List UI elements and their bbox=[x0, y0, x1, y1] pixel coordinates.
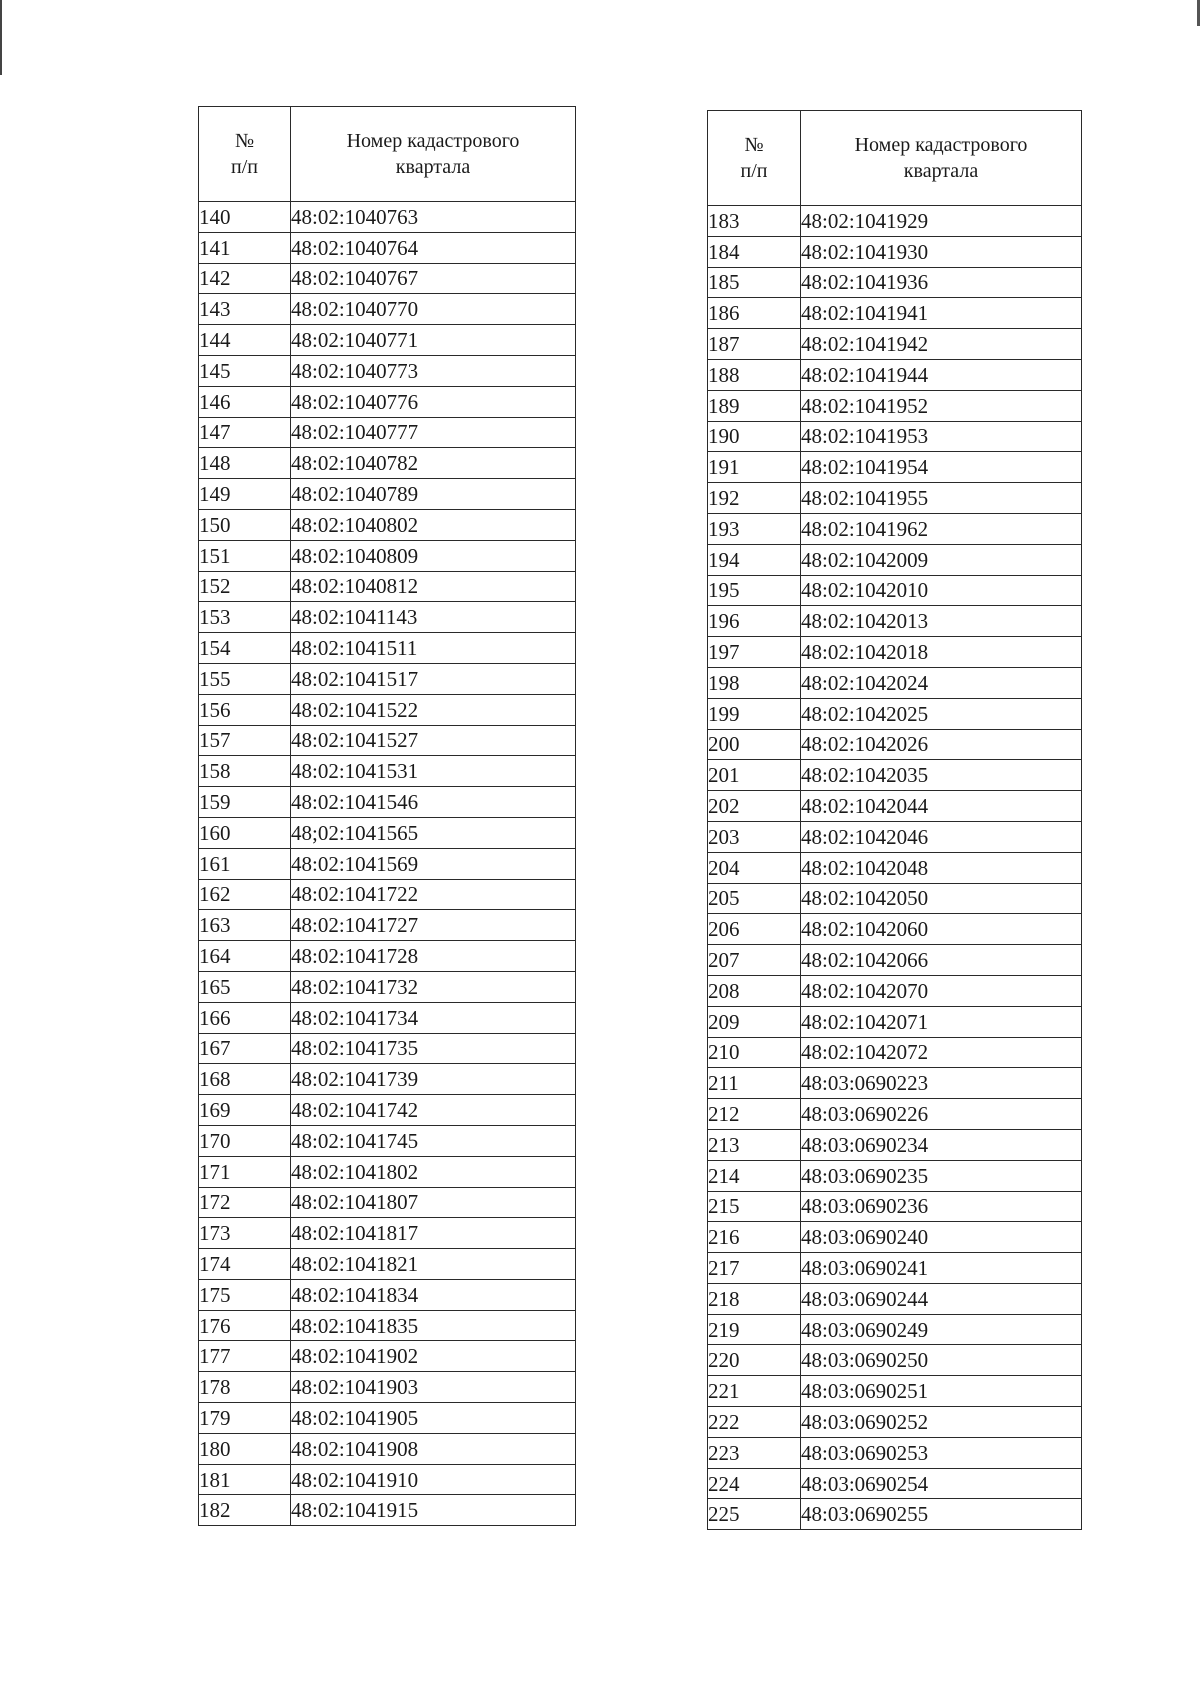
row-number: 204 bbox=[708, 852, 801, 883]
header-number-line1: № bbox=[234, 130, 255, 152]
row-number: 222 bbox=[708, 1407, 801, 1438]
row-number: 165 bbox=[199, 971, 291, 1002]
table-row bbox=[199, 1433, 576, 1464]
row-number: 202 bbox=[708, 791, 801, 822]
table-row bbox=[708, 1191, 1082, 1222]
row-number: 208 bbox=[708, 975, 801, 1006]
cadastral-number: 48:02:1040776 bbox=[291, 386, 576, 417]
cadastral-number: 48:02:1041834 bbox=[291, 1279, 576, 1310]
cadastral-number: 48:02:1042018 bbox=[801, 637, 1082, 668]
cadastral-number: 48:02:1041727 bbox=[291, 910, 576, 941]
table-row bbox=[708, 914, 1082, 945]
row-number: 199 bbox=[708, 698, 801, 729]
row-number: 179 bbox=[199, 1403, 291, 1434]
row-number: 200 bbox=[708, 729, 801, 760]
row-number: 189 bbox=[708, 390, 801, 421]
cadastral-number: 48:02:1041929 bbox=[801, 206, 1082, 237]
table-row bbox=[708, 452, 1082, 483]
header-number-line1: № bbox=[744, 134, 764, 156]
table-row bbox=[199, 232, 576, 263]
cadastral-number: 48:02:1042070 bbox=[801, 975, 1082, 1006]
row-number: 214 bbox=[708, 1160, 801, 1191]
cadastral-number: 48:02:1040809 bbox=[291, 540, 576, 571]
header-cadastral-code bbox=[291, 107, 576, 202]
table-row bbox=[199, 694, 576, 725]
row-number: 191 bbox=[708, 452, 801, 483]
cadastral-number: 48:02:1040773 bbox=[291, 355, 576, 386]
cadastral-number: 48:02:1041742 bbox=[291, 1095, 576, 1126]
row-number: 161 bbox=[199, 848, 291, 879]
row-number: 211 bbox=[708, 1068, 801, 1099]
table-row bbox=[199, 602, 576, 633]
table-row bbox=[199, 1064, 576, 1095]
scan-edge-left bbox=[0, 0, 2, 75]
row-number: 169 bbox=[199, 1095, 291, 1126]
table-row bbox=[708, 729, 1082, 760]
cadastral-number: 48:02:1041802 bbox=[291, 1156, 576, 1187]
cadastral-number: 48:02:1041739 bbox=[291, 1064, 576, 1095]
table-row bbox=[708, 1437, 1082, 1468]
table-header-row bbox=[199, 107, 576, 202]
cadastral-number: 48:02:1041722 bbox=[291, 879, 576, 910]
cadastral-number: 48:02:1041835 bbox=[291, 1310, 576, 1341]
table-body-left bbox=[199, 202, 576, 1526]
cadastral-number: 48:03:0690241 bbox=[801, 1253, 1082, 1284]
row-number: 145 bbox=[199, 355, 291, 386]
table-row bbox=[199, 941, 576, 972]
row-number: 163 bbox=[199, 910, 291, 941]
row-number: 147 bbox=[199, 417, 291, 448]
cadastral-number: 48:02:1042013 bbox=[801, 606, 1082, 637]
cadastral-number: 48:02:1041941 bbox=[801, 298, 1082, 329]
table-row bbox=[708, 883, 1082, 914]
table-row bbox=[199, 386, 576, 417]
cadastral-number: 48:02:1041531 bbox=[291, 756, 576, 787]
table-row bbox=[708, 1253, 1082, 1284]
cadastral-number: 48;02:1041565 bbox=[291, 817, 576, 848]
table-row bbox=[199, 1495, 576, 1526]
table-row bbox=[199, 1464, 576, 1495]
cadastral-number: 48:03:0690235 bbox=[801, 1160, 1082, 1191]
table-row bbox=[708, 390, 1082, 421]
table-row bbox=[708, 945, 1082, 976]
table-row bbox=[708, 267, 1082, 298]
cadastral-number: 48:02:1041517 bbox=[291, 663, 576, 694]
header-code-line2: квартала bbox=[395, 156, 471, 178]
table-row bbox=[199, 817, 576, 848]
table-row bbox=[199, 1095, 576, 1126]
cadastral-number: 48:02:1041734 bbox=[291, 1002, 576, 1033]
row-number: 168 bbox=[199, 1064, 291, 1095]
row-number: 144 bbox=[199, 325, 291, 356]
cadastral-number: 48:02:1041821 bbox=[291, 1249, 576, 1280]
cadastral-number: 48:02:1040763 bbox=[291, 202, 576, 233]
table-row bbox=[199, 633, 576, 664]
cadastral-number: 48:02:1041962 bbox=[801, 513, 1082, 544]
row-number: 198 bbox=[708, 667, 801, 698]
table-row bbox=[199, 509, 576, 540]
cadastral-number: 48:02:1041903 bbox=[291, 1372, 576, 1403]
cadastral-number: 48:02:1041955 bbox=[801, 483, 1082, 514]
table-row bbox=[708, 1037, 1082, 1068]
table-row bbox=[199, 971, 576, 1002]
table-row bbox=[199, 1249, 576, 1280]
row-number: 223 bbox=[708, 1437, 801, 1468]
table-row bbox=[708, 1160, 1082, 1191]
table-row bbox=[708, 1468, 1082, 1499]
row-number: 224 bbox=[708, 1468, 801, 1499]
cadastral-number: 48:02:1040782 bbox=[291, 448, 576, 479]
cadastral-number: 48:02:1042050 bbox=[801, 883, 1082, 914]
table-row bbox=[199, 1125, 576, 1156]
row-number: 217 bbox=[708, 1253, 801, 1284]
cadastral-number: 48:02:1042009 bbox=[801, 544, 1082, 575]
cadastral-number: 48:02:1041936 bbox=[801, 267, 1082, 298]
row-number: 157 bbox=[199, 725, 291, 756]
row-number: 141 bbox=[199, 232, 291, 263]
table-row bbox=[199, 756, 576, 787]
row-number: 164 bbox=[199, 941, 291, 972]
table-row bbox=[199, 848, 576, 879]
header-code-line1: Номер кадастрового bbox=[854, 134, 1028, 156]
cadastral-number: 48:02:1041511 bbox=[291, 633, 576, 664]
row-number: 212 bbox=[708, 1099, 801, 1130]
cadastral-number: 48:03:0690249 bbox=[801, 1314, 1082, 1345]
cadastral-number: 48:02:1040771 bbox=[291, 325, 576, 356]
row-number: 190 bbox=[708, 421, 801, 452]
table-row bbox=[708, 575, 1082, 606]
row-number: 196 bbox=[708, 606, 801, 637]
row-number: 167 bbox=[199, 1033, 291, 1064]
cadastral-number: 48:02:1042048 bbox=[801, 852, 1082, 883]
table-row bbox=[708, 606, 1082, 637]
table-row bbox=[199, 1156, 576, 1187]
header-number-line2: п/п bbox=[740, 160, 768, 182]
cadastral-number: 48:03:0690251 bbox=[801, 1376, 1082, 1407]
table-row bbox=[199, 879, 576, 910]
cadastral-number: 48:02:1041905 bbox=[291, 1403, 576, 1434]
table-row bbox=[708, 1499, 1082, 1530]
cadastral-number: 48:03:0690240 bbox=[801, 1222, 1082, 1253]
cadastral-number: 48:03:0690234 bbox=[801, 1129, 1082, 1160]
cadastral-number: 48:03:0690254 bbox=[801, 1468, 1082, 1499]
cadastral-number: 48:02:1041902 bbox=[291, 1341, 576, 1372]
table-row bbox=[199, 417, 576, 448]
table-row bbox=[199, 263, 576, 294]
row-number: 183 bbox=[708, 206, 801, 237]
row-number: 186 bbox=[708, 298, 801, 329]
table-row bbox=[199, 479, 576, 510]
table-row bbox=[199, 1279, 576, 1310]
cadastral-number: 48:02:1041735 bbox=[291, 1033, 576, 1064]
table-row bbox=[199, 1002, 576, 1033]
row-number: 197 bbox=[708, 637, 801, 668]
table-body-right bbox=[708, 206, 1082, 1530]
table-row bbox=[708, 821, 1082, 852]
cadastral-number: 48:02:1042046 bbox=[801, 821, 1082, 852]
cadastral-number: 48:03:0690226 bbox=[801, 1099, 1082, 1130]
row-number: 206 bbox=[708, 914, 801, 945]
cadastral-number: 48:02:1042024 bbox=[801, 667, 1082, 698]
table-row bbox=[199, 1372, 576, 1403]
row-number: 171 bbox=[199, 1156, 291, 1187]
row-number: 148 bbox=[199, 448, 291, 479]
row-number: 184 bbox=[708, 236, 801, 267]
cadastral-number: 48:02:1040777 bbox=[291, 417, 576, 448]
table-row bbox=[708, 236, 1082, 267]
header-number bbox=[708, 111, 801, 206]
table-row bbox=[708, 421, 1082, 452]
cadastral-number: 48:02:1040802 bbox=[291, 509, 576, 540]
table-row bbox=[199, 1187, 576, 1218]
table-row bbox=[708, 698, 1082, 729]
row-number: 210 bbox=[708, 1037, 801, 1068]
row-number: 149 bbox=[199, 479, 291, 510]
cadastral-number: 48:02:1041915 bbox=[291, 1495, 576, 1526]
cadastral-number: 48:02:1040764 bbox=[291, 232, 576, 263]
row-number: 160 bbox=[199, 817, 291, 848]
table-row bbox=[708, 513, 1082, 544]
row-number: 187 bbox=[708, 329, 801, 360]
row-number: 142 bbox=[199, 263, 291, 294]
cadastral-table-left bbox=[198, 106, 576, 1526]
table-row bbox=[708, 975, 1082, 1006]
cadastral-number: 48:02:1041546 bbox=[291, 787, 576, 818]
table-row bbox=[708, 1376, 1082, 1407]
table-row bbox=[708, 483, 1082, 514]
row-number: 182 bbox=[199, 1495, 291, 1526]
row-number: 220 bbox=[708, 1345, 801, 1376]
row-number: 146 bbox=[199, 386, 291, 417]
cadastral-number: 48:02:1042066 bbox=[801, 945, 1082, 976]
cadastral-number: 48:02:1042035 bbox=[801, 760, 1082, 791]
cadastral-number: 48:02:1041732 bbox=[291, 971, 576, 1002]
table-row bbox=[708, 667, 1082, 698]
table-row bbox=[708, 1283, 1082, 1314]
cadastral-number: 48:02:1042071 bbox=[801, 1006, 1082, 1037]
row-number: 192 bbox=[708, 483, 801, 514]
table-row bbox=[708, 760, 1082, 791]
row-number: 221 bbox=[708, 1376, 801, 1407]
row-number: 195 bbox=[708, 575, 801, 606]
table-row bbox=[199, 448, 576, 479]
header-code-line2: квартала bbox=[903, 160, 979, 182]
row-number: 213 bbox=[708, 1129, 801, 1160]
row-number: 209 bbox=[708, 1006, 801, 1037]
row-number: 159 bbox=[199, 787, 291, 818]
table-row bbox=[708, 1068, 1082, 1099]
cadastral-number: 48:02:1041569 bbox=[291, 848, 576, 879]
table-row bbox=[708, 1407, 1082, 1438]
table-row bbox=[708, 791, 1082, 822]
row-number: 166 bbox=[199, 1002, 291, 1033]
row-number: 194 bbox=[708, 544, 801, 575]
table-row bbox=[199, 294, 576, 325]
row-number: 156 bbox=[199, 694, 291, 725]
cadastral-number: 48:02:1042026 bbox=[801, 729, 1082, 760]
row-number: 152 bbox=[199, 571, 291, 602]
cadastral-number: 48:03:0690255 bbox=[801, 1499, 1082, 1530]
table-row bbox=[199, 325, 576, 356]
table-row bbox=[708, 1222, 1082, 1253]
cadastral-number: 48:02:1041908 bbox=[291, 1433, 576, 1464]
table-row bbox=[199, 540, 576, 571]
row-number: 188 bbox=[708, 359, 801, 390]
header-cadastral-code bbox=[801, 111, 1082, 206]
table-row bbox=[199, 1403, 576, 1434]
row-number: 176 bbox=[199, 1310, 291, 1341]
row-number: 173 bbox=[199, 1218, 291, 1249]
row-number: 154 bbox=[199, 633, 291, 664]
row-number: 174 bbox=[199, 1249, 291, 1280]
cadastral-number: 48:03:0690223 bbox=[801, 1068, 1082, 1099]
table-row bbox=[199, 355, 576, 386]
table-row bbox=[708, 1129, 1082, 1160]
row-number: 162 bbox=[199, 879, 291, 910]
table-row bbox=[199, 1341, 576, 1372]
cadastral-number: 48:02:1040770 bbox=[291, 294, 576, 325]
cadastral-number: 48:02:1041143 bbox=[291, 602, 576, 633]
cadastral-number: 48:02:1041944 bbox=[801, 359, 1082, 390]
row-number: 216 bbox=[708, 1222, 801, 1253]
table-row bbox=[199, 787, 576, 818]
table-row bbox=[708, 852, 1082, 883]
table-row bbox=[199, 1310, 576, 1341]
cadastral-number: 48:02:1042025 bbox=[801, 698, 1082, 729]
table-row bbox=[199, 725, 576, 756]
row-number: 158 bbox=[199, 756, 291, 787]
table-row bbox=[708, 1006, 1082, 1037]
row-number: 150 bbox=[199, 509, 291, 540]
row-number: 205 bbox=[708, 883, 801, 914]
cadastral-number: 48:02:1041910 bbox=[291, 1464, 576, 1495]
cadastral-number: 48:02:1041954 bbox=[801, 452, 1082, 483]
row-number: 219 bbox=[708, 1314, 801, 1345]
table-row bbox=[708, 206, 1082, 237]
cadastral-number: 48:02:1041952 bbox=[801, 390, 1082, 421]
table-row bbox=[199, 1033, 576, 1064]
table-row bbox=[708, 1314, 1082, 1345]
table-row bbox=[708, 544, 1082, 575]
cadastral-number: 48:02:1042060 bbox=[801, 914, 1082, 945]
cadastral-number: 48:02:1042010 bbox=[801, 575, 1082, 606]
row-number: 155 bbox=[199, 663, 291, 694]
table-row bbox=[199, 910, 576, 941]
header-number bbox=[199, 107, 291, 202]
row-number: 175 bbox=[199, 1279, 291, 1310]
row-number: 215 bbox=[708, 1191, 801, 1222]
cadastral-number: 48:02:1041522 bbox=[291, 694, 576, 725]
table-header-row bbox=[708, 111, 1082, 206]
cadastral-number: 48:03:0690253 bbox=[801, 1437, 1082, 1468]
table-row bbox=[708, 359, 1082, 390]
cadastral-number: 48:02:1041745 bbox=[291, 1125, 576, 1156]
cadastral-number: 48:03:0690252 bbox=[801, 1407, 1082, 1438]
table-row bbox=[708, 298, 1082, 329]
cadastral-number: 48:02:1041817 bbox=[291, 1218, 576, 1249]
row-number: 172 bbox=[199, 1187, 291, 1218]
header-number-line2: п/п bbox=[231, 156, 258, 178]
row-number: 178 bbox=[199, 1372, 291, 1403]
cadastral-table-right bbox=[707, 110, 1082, 1530]
cadastral-number: 48:02:1040789 bbox=[291, 479, 576, 510]
row-number: 225 bbox=[708, 1499, 801, 1530]
row-number: 140 bbox=[199, 202, 291, 233]
table-row bbox=[199, 571, 576, 602]
cadastral-number: 48:02:1042072 bbox=[801, 1037, 1082, 1068]
row-number: 185 bbox=[708, 267, 801, 298]
cadastral-number: 48:02:1042044 bbox=[801, 791, 1082, 822]
cadastral-number: 48:02:1041527 bbox=[291, 725, 576, 756]
row-number: 181 bbox=[199, 1464, 291, 1495]
cadastral-number: 48:02:1041728 bbox=[291, 941, 576, 972]
table-row bbox=[708, 1099, 1082, 1130]
header-code-line1: Номер кадастрового bbox=[346, 130, 520, 152]
table-row bbox=[199, 202, 576, 233]
table-row bbox=[708, 637, 1082, 668]
row-number: 201 bbox=[708, 760, 801, 791]
cadastral-number: 48:03:0690236 bbox=[801, 1191, 1082, 1222]
row-number: 193 bbox=[708, 513, 801, 544]
cadastral-number: 48:02:1041930 bbox=[801, 236, 1082, 267]
row-number: 151 bbox=[199, 540, 291, 571]
row-number: 170 bbox=[199, 1125, 291, 1156]
row-number: 177 bbox=[199, 1341, 291, 1372]
cadastral-number: 48:03:0690250 bbox=[801, 1345, 1082, 1376]
row-number: 207 bbox=[708, 945, 801, 976]
row-number: 218 bbox=[708, 1283, 801, 1314]
table-row bbox=[708, 329, 1082, 360]
table-row bbox=[199, 663, 576, 694]
table-row bbox=[708, 1345, 1082, 1376]
row-number: 180 bbox=[199, 1433, 291, 1464]
cadastral-number: 48:02:1041942 bbox=[801, 329, 1082, 360]
cadastral-number: 48:02:1040812 bbox=[291, 571, 576, 602]
table-row bbox=[199, 1218, 576, 1249]
cadastral-number: 48:03:0690244 bbox=[801, 1283, 1082, 1314]
row-number: 143 bbox=[199, 294, 291, 325]
row-number: 153 bbox=[199, 602, 291, 633]
row-number: 203 bbox=[708, 821, 801, 852]
cadastral-number: 48:02:1041807 bbox=[291, 1187, 576, 1218]
cadastral-number: 48:02:1041953 bbox=[801, 421, 1082, 452]
cadastral-number: 48:02:1040767 bbox=[291, 263, 576, 294]
